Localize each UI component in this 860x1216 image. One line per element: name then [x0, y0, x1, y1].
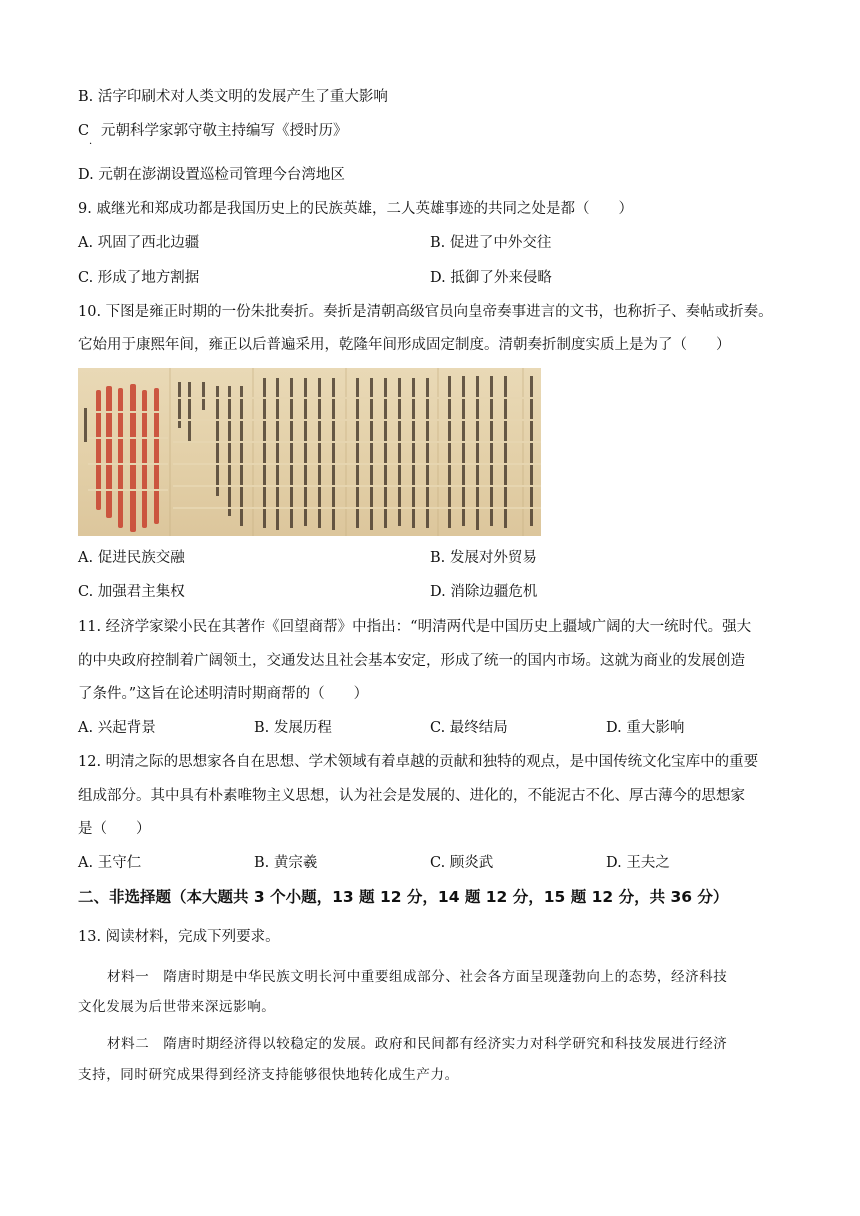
q9-option-d: D. 抵御了外来侵略 — [430, 270, 552, 286]
q10-option-c: C. 加强君主集权 — [78, 584, 185, 600]
q10-stem-line1: 10. 下图是雍正时期的一份朱批奏折。奏折是清朝高级官员向皇帝奏事进言的文书，也称折子、奏帖或折奏。 — [78, 304, 773, 320]
q10-option-d: D. 消除边疆危机 — [430, 584, 538, 600]
q12-stem-line3: 是（ ） — [78, 821, 151, 837]
q11-option-b: B. 发展历程 — [254, 720, 332, 736]
q8-option-c-dot: · — [89, 139, 93, 150]
q10-option-b: B. 发展对外贸易 — [430, 550, 537, 566]
q12-option-c: C. 顾炎武 — [430, 855, 494, 871]
q12-option-d: D. 王夫之 — [606, 855, 670, 871]
q8-option-d: D. 元朝在澎湖设置巡检司管理今台湾地区 — [78, 167, 345, 183]
q12-option-a: A. 王守仁 — [78, 855, 142, 871]
q11-stem-line2: 的中央政府控制着广阔领土，交通发达且社会基本安定，形成了统一的国内市场。这就为商业的发展创造 — [78, 653, 745, 669]
vermilion-endorsed-memorial-image — [78, 368, 541, 536]
q13-stem: 13. 阅读材料，完成下列要求。 — [78, 929, 280, 945]
q11-option-d: D. 重大影响 — [606, 720, 685, 736]
q13-material2-line1: 材料二 隋唐时期经济得以较稳定的发展。政府和民间都有经济实力对科学研究和科技发展进行经济 — [107, 1036, 728, 1052]
q9-option-b: B. 促进了中外交往 — [430, 235, 552, 251]
q9-option-c: C. 形成了地方割据 — [78, 270, 200, 286]
q8-option-c-letter: C — [78, 123, 90, 139]
q9-option-a: A. 巩固了西北边疆 — [78, 235, 200, 251]
q13-material2-line2: 支持，同时研究成果得到经济支持能够很快地转化成生产力。 — [78, 1067, 459, 1083]
q11-option-c: C. 最终结局 — [430, 720, 508, 736]
q12-stem-line1: 12. 明清之际的思想家各自在思想、学术领域有着卓越的贡献和独特的观点，是中国传统文化宝库中的重要 — [78, 754, 759, 770]
q11-option-a: A. 兴起背景 — [78, 720, 156, 736]
q8-option-c: 元朝科学家郭守敬主持编写《授时历》 — [101, 123, 348, 139]
q9-stem: 9. 戚继光和郑成功都是我国历史上的民族英雄，二人英雄事迹的共同之处是都（ ） — [78, 201, 633, 217]
section-2-heading: 二、非选择题（本大题共 3 个小题，13 题 12 分，14 题 12 分，15 题 12 分，共 36 分） — [78, 888, 729, 906]
q10-option-a: A. 促进民族交融 — [78, 550, 185, 566]
q8-option-b: B. 活字印刷术对人类文明的发展产生了重大影响 — [78, 89, 388, 105]
q11-stem-line3: 了条件。”这旨在论述明清时期商帮的（ ） — [78, 686, 369, 702]
q12-option-b: B. 黄宗羲 — [254, 855, 318, 871]
q11-stem-line1: 11. 经济学家梁小民在其著作《回望商帮》中指出：“明清两代是中国历史上疆域广阔的大一统时代。强大 — [78, 619, 752, 635]
q13-material1-line1: 材料一 隋唐时期是中华民族文明长河中重要组成部分、社会各方面呈现蓬勃向上的态势，经济科技 — [107, 969, 728, 985]
q13-material1-line2: 文化发展为后世带来深远影响。 — [78, 999, 276, 1015]
q10-stem-line2: 它始用于康熙年间，雍正以后普遍采用，乾隆年间形成固定制度。清朝奏折制度实质上是为了（ ） — [78, 337, 731, 353]
q12-stem-line2: 组成部分。其中具有朴素唯物主义思想，认为社会是发展的、进化的，不能泥古不化、厚古薄今的思想家 — [78, 788, 745, 804]
